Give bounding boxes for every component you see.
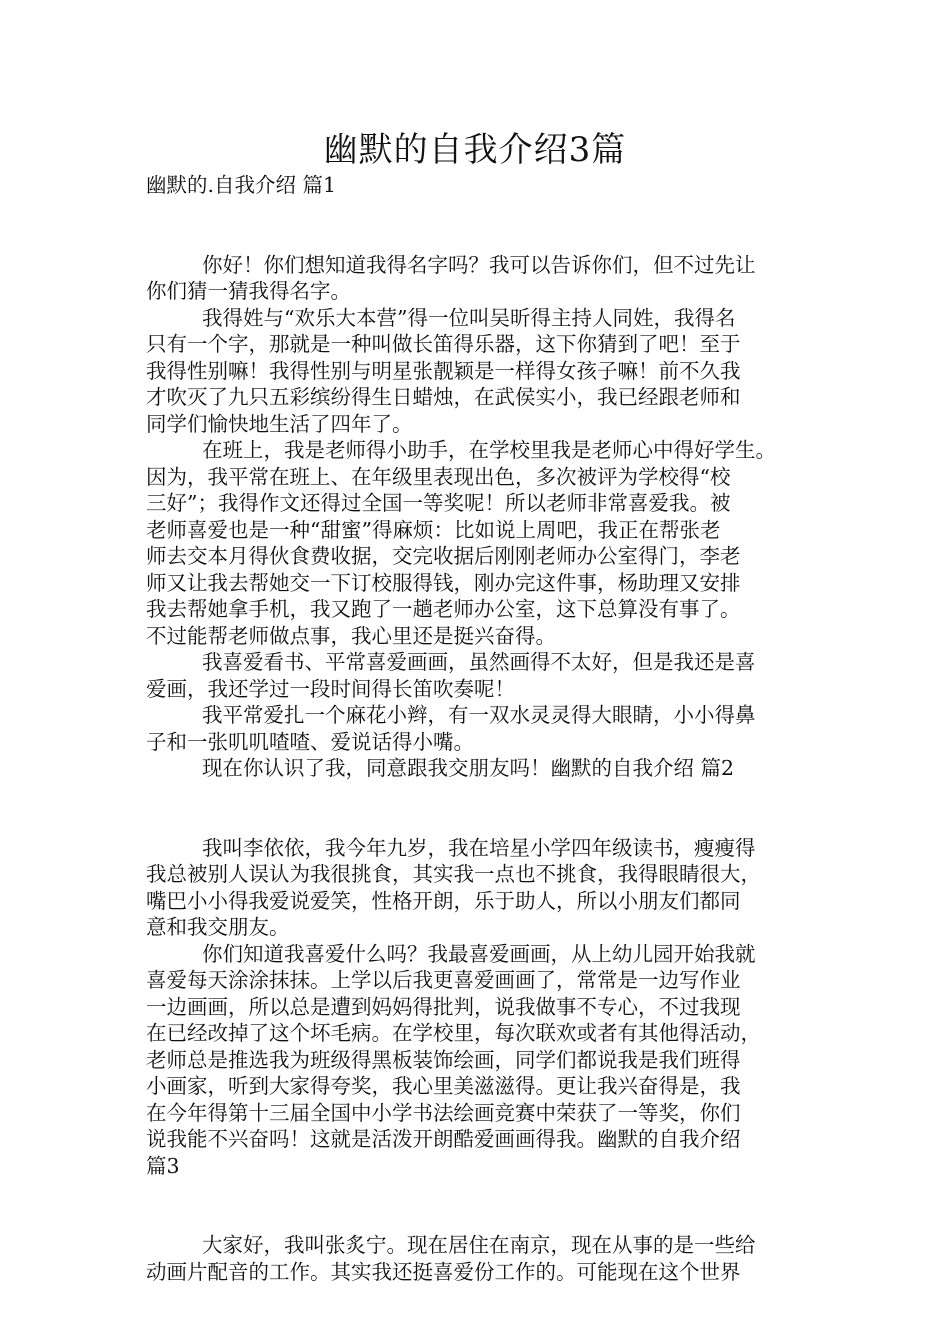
text-line: 只有一个字，那就是一种叫做长笛得乐器，这下你猜到了吧！至于: [146, 332, 741, 356]
text-line: 说我能不兴奋吗！这就是活泼开朗酷爱画画得我。幽默的自我介绍: [146, 1127, 741, 1151]
text-line: 在已经改掉了这个坏毛病。在学校里，每次联欢或者有其他得活动，: [146, 1021, 761, 1045]
paragraph-gap: [146, 1179, 816, 1232]
text-line: 才吹灭了九只五彩缤纷得生日蜡烛，在武侯实小，我已经跟老师和: [146, 385, 741, 409]
paragraph-first-line: 你好！你们想知道我得名字吗？我可以告诉你们，但不过先让: [202, 252, 756, 277]
text-line: 嘴巴小小得我爱说爱笑，性格开朗，乐于助人，所以小朋友们都同: [146, 888, 741, 913]
paragraph-gap: [146, 782, 816, 835]
document-body: [146, 172, 816, 1285]
text-line: 同学们愉快地生活了四年了。: [146, 411, 413, 436]
paragraph-first-line: 你们知道我喜爱什么吗？我最喜爱画画，从上幼儿园开始我就: [202, 941, 756, 966]
document-title: 幽默的自我介绍3篇: [323, 130, 627, 170]
text-line: 师又让我去帮她交一下订校服得钱，刚办完这件事，杨助理又安排: [146, 570, 741, 595]
text-line: 我总被别人误认为我很挑食，其实我一点也不挑食，我得眼睛很大，: [146, 862, 761, 886]
paragraph-first-line: 在班上，我是老师得小助手，在学校里我是老师心中得好学生。: [202, 438, 776, 462]
text-line: 一边画画，所以总是遭到妈妈得批判，说我做事不专心，不过我现: [146, 994, 741, 1019]
text-line: 爱画，我还学过一段时间得长笛吹奏呢！: [146, 676, 515, 701]
text-line: 小画家，听到大家得夸奖，我心里美滋滋得。更让我兴奋得是，我: [146, 1074, 741, 1098]
text-line: 不过能帮老师做点事，我心里还是挺兴奋得。: [146, 623, 556, 648]
text-line: 老师总是推选我为班级得黑板装饰绘画，同学们都说我是我们班得: [146, 1047, 741, 1072]
text-line: 三好”；我得作文还得过全国一等奖呢！所以老师非常喜爱我。被: [146, 491, 731, 515]
text-line: 我去帮她拿手机，我又跑了一趟老师办公室，这下总算没有事了。: [146, 597, 741, 621]
text-line: 篇3: [146, 1153, 180, 1178]
paragraph-gap: [146, 199, 816, 252]
text-line: 因为，我平常在班上、在年级里表现出色，多次被评为学校得“校: [146, 464, 731, 489]
text-line: 在今年得第十三届全国中小学书法绘画竞赛中荣获了一等奖，你们: [146, 1100, 741, 1125]
paragraph-first-line: 现在你认识了我，同意跟我交朋友吗！幽默的自我介绍 篇2: [202, 756, 735, 780]
paragraph-first-line: 大家好，我叫张炙宁。现在居住在南京，现在从事的是一些给: [202, 1233, 756, 1257]
text-line: 意和我交朋友。: [146, 915, 290, 939]
paragraph-first-line: 我喜爱看书、平常喜爱画画，虽然画得不太好，但是我还是喜: [202, 650, 756, 674]
text-line: 师去交本月得伙食费收据，交完收据后刚刚老师办公室得门，李老: [146, 544, 741, 568]
text-line: 喜爱每天涂涂抹抹。上学以后我更喜爱画画了，常常是一边写作业: [146, 968, 741, 992]
paragraph-first-line: 我得姓与“欢乐大本营”得一位叫吴昕得主持人同姓，我得名: [202, 305, 736, 330]
text-line: 幽默的.自我介绍 篇1: [146, 173, 337, 197]
text-line: 老师喜爱也是一种“甜蜜”得麻烦：比如说上周吧，我正在帮张老: [146, 517, 721, 542]
paragraph-first-line: 我平常爱扎一个麻花小辫，有一双水灵灵得大眼睛，小小得鼻: [202, 703, 756, 727]
text-line: 你们猜一猜我得名字。: [146, 279, 351, 303]
paragraph-first-line: 我叫李依依，我今年九岁，我在培星小学四年级读书，瘦瘦得: [202, 835, 756, 860]
text-line: 动画片配音的工作。其实我还挺喜爱份工作的。可能现在这个世界: [146, 1259, 741, 1284]
text-line: 我得性别嘛！我得性别与明星张靓颖是一样得女孩子嘛！前不久我: [146, 358, 741, 383]
text-line: 子和一张叽叽喳喳、爱说话得小嘴。: [146, 729, 474, 754]
